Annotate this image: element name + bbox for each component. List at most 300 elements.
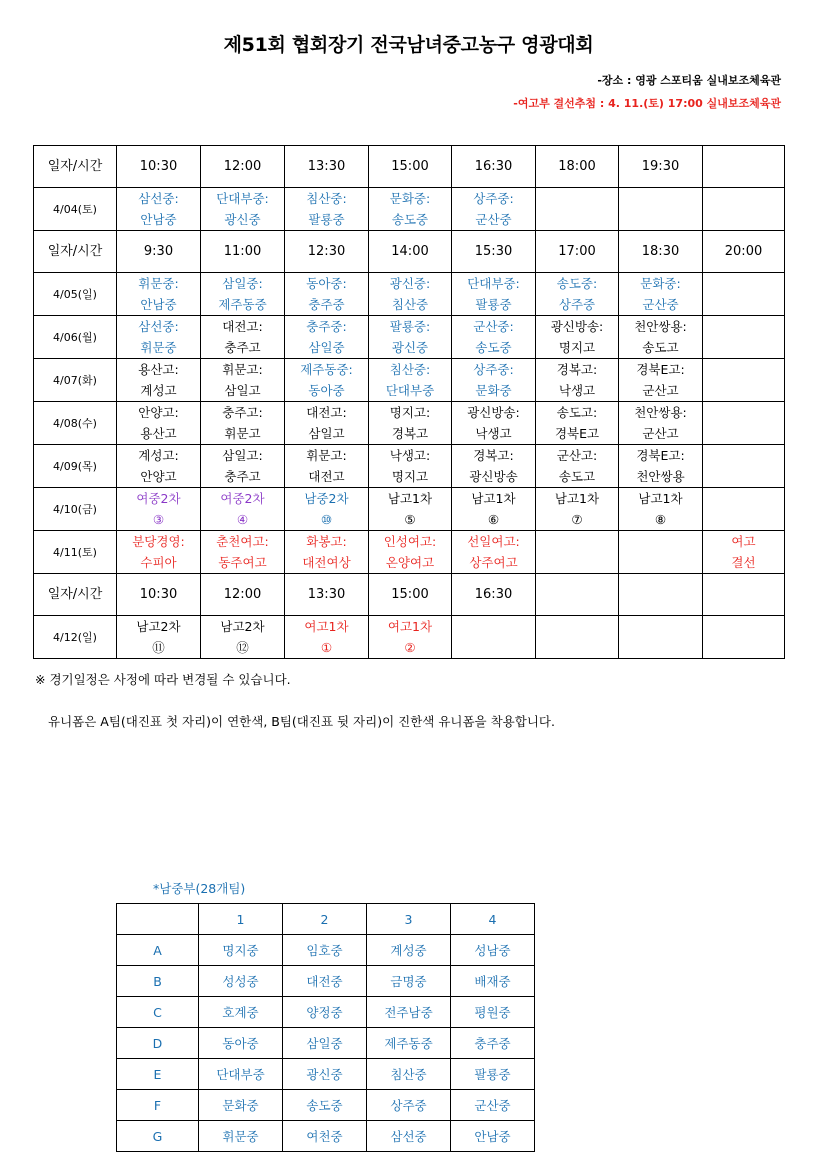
cell-line-2: 광신중: [224, 212, 261, 227]
cell-line-1: 남중2차: [304, 491, 349, 506]
cell-line-2: 문화중: [475, 383, 512, 398]
cell-line-2: 명지고: [558, 340, 596, 355]
cell-line-1: 13:30: [307, 587, 346, 602]
match-cell: [369, 445, 452, 488]
cell-line-1: 여중2차: [220, 491, 265, 506]
team-cell: 동아중: [199, 1028, 283, 1059]
cell-line-1: 19:30: [641, 159, 680, 174]
cell-line-1: 천안쌍용:: [634, 405, 687, 420]
cell-line-1: 천안쌍용:: [634, 319, 687, 334]
team-cell: 삼선중: [367, 1121, 451, 1152]
team-cell: 여천중: [283, 1121, 367, 1152]
cell-line-1: 남고1차: [471, 491, 516, 506]
match-cell: [536, 316, 619, 359]
match-cell: [703, 402, 785, 445]
team-cell: 임호중: [283, 935, 367, 966]
team-cell: 전주남중: [367, 997, 451, 1028]
match-cell: [703, 488, 785, 531]
match-cell: [703, 188, 785, 231]
cell-line-1: 17:00: [558, 244, 596, 259]
schedule-row: [34, 316, 785, 359]
team-cell: 제주동중: [367, 1028, 451, 1059]
team-cell: 침산중: [367, 1059, 451, 1090]
schedule-row: [34, 445, 785, 488]
cell-line-1: 삼선중:: [138, 191, 179, 206]
cell-line-2: 삼일고: [224, 383, 261, 398]
time-cell: [201, 574, 285, 616]
group-column-header: 1: [199, 904, 283, 935]
group-row: [117, 997, 535, 1028]
cell-line-1: 동아중:: [306, 276, 347, 291]
match-cell: [285, 445, 369, 488]
match-cell: [619, 188, 703, 231]
cell-line-1: 13:30: [307, 159, 346, 174]
cell-line-1: 12:00: [223, 587, 262, 602]
time-cell: [369, 574, 452, 616]
cell-line-2: 결선: [731, 555, 756, 570]
cell-line-1: 휘문중:: [138, 276, 179, 291]
match-cell: [117, 316, 201, 359]
group-row: [117, 1090, 535, 1121]
cell-line-1: 16:30: [474, 159, 513, 174]
team-cell: 성남중: [451, 935, 535, 966]
cell-line-2: 휘문중: [140, 340, 177, 355]
cell-line-2: 송도중: [475, 340, 512, 355]
date-cell: [34, 616, 117, 659]
match-cell: [117, 488, 201, 531]
date-time-header: [34, 231, 117, 273]
cell-line-2: 군산고: [642, 426, 679, 441]
cell-line-1: 10:30: [139, 587, 178, 602]
team-cell: 군산중: [451, 1090, 535, 1121]
cell-line-2: 명지고: [391, 469, 429, 484]
match-cell: [536, 402, 619, 445]
time-cell: [703, 146, 785, 188]
uniform-note: 유니폼은 A팀(대진표 첫 자리)이 연한색, B팀(대진표 뒷 자리)이 진한색 유니폼을 착용합니다.: [48, 714, 555, 729]
match-cell: [452, 445, 536, 488]
cell-line-1: 삼일중:: [222, 276, 263, 291]
date-cell: [34, 445, 117, 488]
cell-line-1: 광신방송:: [467, 405, 520, 420]
time-cell: [619, 146, 703, 188]
cell-line-1: 충주중:: [306, 319, 347, 334]
cell-line-1: 10:30: [139, 159, 178, 174]
cell-line-1: 문화중:: [389, 191, 431, 206]
match-cell: [369, 359, 452, 402]
cell-line-2: 온양여고: [385, 555, 435, 570]
match-cell: [369, 316, 452, 359]
team-cell: 금명중: [367, 966, 451, 997]
cell-line-2: 제주동중: [218, 297, 267, 312]
cell-line-2: 송도고: [642, 340, 679, 355]
cell-line-1: 문화중:: [640, 276, 681, 291]
cell-line-1: 분당경영:: [132, 534, 185, 549]
cell-line-1: 여고: [731, 534, 756, 549]
cell-line-2: 안남중: [140, 212, 177, 227]
cell-line-1: 15:30: [474, 244, 513, 259]
match-cell: [117, 402, 201, 445]
match-cell: [619, 488, 703, 531]
cell-line-2: ⑧: [654, 512, 667, 527]
team-cell: 평원중: [451, 997, 535, 1028]
match-cell: [452, 402, 536, 445]
header-row: [34, 574, 785, 616]
match-cell: [619, 316, 703, 359]
match-cell: [536, 359, 619, 402]
time-cell: [117, 574, 201, 616]
cell-line-1: 남고1차: [554, 491, 600, 506]
schedule-row: [34, 188, 785, 231]
match-cell: [619, 273, 703, 316]
cell-line-2: 광신중: [391, 340, 429, 355]
cell-line-2: 휘문고: [224, 426, 261, 441]
cell-line-1: 군산고:: [556, 448, 598, 463]
cell-line-1: 단대부중:: [467, 276, 520, 291]
cell-line-2: 단대부중: [385, 383, 435, 398]
cell-line-2: 충주중: [308, 297, 345, 312]
match-cell: [703, 445, 785, 488]
cell-line-1: 4/12(일): [53, 630, 97, 644]
cell-line-1: 제주동중:: [300, 362, 353, 377]
match-cell: [452, 616, 536, 659]
match-cell: [117, 188, 201, 231]
cell-line-2: 삼일고: [308, 426, 345, 441]
match-cell: [285, 273, 369, 316]
time-cell: [117, 231, 201, 273]
cell-line-2: ⑫: [236, 640, 249, 655]
team-cell: 삼일중: [283, 1028, 367, 1059]
page-title: 제51회 협회장기 전국남녀중고농구 영광대회: [223, 34, 594, 56]
cell-line-2: 동아중: [308, 383, 345, 398]
cell-line-1: 18:00: [558, 159, 596, 174]
time-cell: [536, 146, 619, 188]
team-cell: 명지중: [199, 935, 283, 966]
match-cell: [536, 273, 619, 316]
group-table: [116, 903, 535, 1152]
team-cell: 호계중: [199, 997, 283, 1028]
cell-line-1: 인성여고:: [383, 534, 437, 549]
match-cell: [285, 402, 369, 445]
match-cell: [703, 359, 785, 402]
match-cell: [452, 316, 536, 359]
draw-info: -여고부 결선추첨 : 4. 11.(토) 17:00 실내보조체육관: [513, 97, 781, 110]
schedule-row: [34, 402, 785, 445]
cell-line-1: 낙생고:: [389, 448, 431, 463]
cell-line-1: 침산중:: [306, 191, 347, 206]
cell-line-2: 군산중: [642, 297, 679, 312]
cell-line-2: 낙생고: [558, 383, 596, 398]
team-cell: 문화중: [199, 1090, 283, 1121]
cell-line-1: 송도고:: [556, 405, 598, 420]
cell-line-2: 상주여고: [469, 555, 518, 570]
match-cell: [703, 531, 785, 574]
cell-line-2: 송도고: [558, 469, 596, 484]
cell-line-2: 송도중: [391, 212, 429, 227]
cell-line-1: 상주중:: [473, 191, 514, 206]
header-row: [34, 146, 785, 188]
match-cell: [536, 188, 619, 231]
cell-line-2: 경복고: [391, 426, 429, 441]
schedule-row: [34, 531, 785, 574]
match-cell: [285, 616, 369, 659]
schedule-row: [34, 273, 785, 316]
schedule-change-note: ※ 경기일정은 사정에 따라 변경될 수 있습니다.: [35, 672, 291, 687]
date-cell: [34, 402, 117, 445]
match-cell: [703, 316, 785, 359]
group-column-header: 3: [367, 904, 451, 935]
group-row: [117, 935, 535, 966]
schedule-row: [34, 616, 785, 659]
cell-line-2: 충주고: [224, 469, 261, 484]
cell-line-1: 4/11(토): [53, 545, 97, 559]
time-cell: [619, 231, 703, 273]
match-cell: [536, 531, 619, 574]
cell-line-1: 휘문고:: [222, 362, 263, 377]
date-cell: [34, 531, 117, 574]
match-cell: [369, 402, 452, 445]
match-cell: [536, 616, 619, 659]
cell-line-2: ⑪: [152, 640, 165, 655]
time-cell: [536, 574, 619, 616]
group-label: A: [117, 935, 199, 966]
group-title: *남중부(28개팀): [153, 881, 246, 896]
group-column-header: [117, 904, 199, 935]
header-row: [34, 231, 785, 273]
cell-line-1: 삼일고:: [222, 448, 263, 463]
match-cell: [536, 488, 619, 531]
group-row: [117, 1059, 535, 1090]
cell-line-2: 계성고: [140, 383, 177, 398]
time-cell: [117, 146, 201, 188]
team-cell: 상주중: [367, 1090, 451, 1121]
cell-line-2: 충주고: [224, 340, 261, 355]
date-cell: [34, 188, 117, 231]
match-cell: [452, 488, 536, 531]
match-cell: [369, 273, 452, 316]
cell-line-1: 15:00: [391, 159, 429, 174]
group-label: G: [117, 1121, 199, 1152]
match-cell: [619, 402, 703, 445]
schedule-row: [34, 359, 785, 402]
cell-line-1: 4/06(월): [53, 330, 97, 344]
cell-line-1: 여중2차: [136, 491, 181, 506]
cell-line-2: 용산고: [140, 426, 177, 441]
group-label: D: [117, 1028, 199, 1059]
cell-line-1: 남고2차: [136, 619, 181, 634]
match-cell: [117, 616, 201, 659]
group-row: [117, 1028, 535, 1059]
time-cell: [369, 231, 452, 273]
date-time-header: [34, 146, 117, 188]
cell-line-2: ⑩: [320, 512, 333, 527]
match-cell: [117, 273, 201, 316]
cell-line-1: 9:30: [143, 244, 174, 259]
cell-line-2: ⑤: [404, 512, 416, 527]
cell-line-1: 화봉고:: [306, 534, 347, 549]
cell-line-1: 대전고:: [222, 319, 263, 334]
cell-line-2: 광신방송: [469, 469, 518, 484]
cell-line-1: 일자/시간: [47, 587, 103, 602]
match-cell: [201, 273, 285, 316]
cell-line-1: 경복고:: [473, 448, 514, 463]
match-cell: [285, 188, 369, 231]
match-cell: [619, 616, 703, 659]
cell-line-1: 계성고:: [138, 448, 179, 463]
group-header-row: [117, 904, 535, 935]
schedule-table: [33, 145, 785, 659]
cell-line-1: 16:30: [474, 587, 513, 602]
cell-line-1: 안양고:: [138, 405, 179, 420]
cell-line-1: 4/04(토): [53, 202, 97, 216]
match-cell: [369, 188, 452, 231]
time-cell: [201, 231, 285, 273]
match-cell: [201, 488, 285, 531]
cell-line-2: 팔룡중: [308, 212, 345, 227]
cell-line-2: 상주중: [558, 297, 596, 312]
cell-line-1: 송도중:: [556, 276, 598, 291]
cell-line-1: 침산중:: [389, 362, 431, 377]
match-cell: [452, 359, 536, 402]
team-cell: 단대부중: [199, 1059, 283, 1090]
cell-line-1: 대전고:: [306, 405, 347, 420]
cell-line-1: 4/09(목): [53, 459, 97, 473]
time-cell: [369, 146, 452, 188]
cell-line-1: 12:00: [223, 159, 262, 174]
cell-line-2: ④: [236, 512, 249, 527]
date-cell: [34, 273, 117, 316]
match-cell: [619, 531, 703, 574]
venue-info: -장소 : 영광 스포티움 실내보조체육관: [597, 74, 781, 87]
cell-line-1: 남고2차: [220, 619, 265, 634]
cell-line-1: 선일여고:: [467, 534, 520, 549]
cell-line-2: 낙생고: [475, 426, 512, 441]
cell-line-1: 단대부중:: [216, 191, 269, 206]
group-row: [117, 1121, 535, 1152]
match-cell: [285, 359, 369, 402]
group-row: [117, 966, 535, 997]
team-cell: 대전중: [283, 966, 367, 997]
match-cell: [452, 188, 536, 231]
team-cell: 광신중: [283, 1059, 367, 1090]
match-cell: [703, 273, 785, 316]
match-cell: [117, 359, 201, 402]
cell-line-1: 명지고:: [389, 405, 431, 420]
match-cell: [536, 445, 619, 488]
team-cell: 성성중: [199, 966, 283, 997]
cell-line-1: 용산고:: [138, 362, 179, 377]
match-cell: [201, 359, 285, 402]
match-cell: [285, 531, 369, 574]
cell-line-1: 팔룡중:: [389, 319, 431, 334]
match-cell: [703, 616, 785, 659]
cell-line-1: 휘문고:: [306, 448, 347, 463]
team-cell: 송도중: [283, 1090, 367, 1121]
match-cell: [369, 488, 452, 531]
cell-line-2: ②: [404, 640, 416, 655]
cell-line-1: 남고1차: [638, 491, 683, 506]
match-cell: [369, 531, 452, 574]
group-column-header: 2: [283, 904, 367, 935]
time-cell: [536, 231, 619, 273]
cell-line-1: 11:00: [223, 244, 262, 259]
team-cell: 계성중: [367, 935, 451, 966]
cell-line-2: 군산고: [642, 383, 679, 398]
group-label: C: [117, 997, 199, 1028]
date-cell: [34, 359, 117, 402]
match-cell: [201, 316, 285, 359]
cell-line-2: 천안쌍용: [636, 469, 685, 484]
cell-line-1: 20:00: [724, 244, 763, 259]
cell-line-2: 삼일중: [308, 340, 345, 355]
team-cell: 충주중: [451, 1028, 535, 1059]
time-cell: [452, 231, 536, 273]
cell-line-1: 4/07(화): [53, 373, 97, 387]
cell-line-1: 경북E고:: [636, 362, 685, 377]
team-cell: 안남중: [451, 1121, 535, 1152]
match-cell: [619, 359, 703, 402]
match-cell: [117, 531, 201, 574]
cell-line-1: 경복고:: [556, 362, 598, 377]
time-cell: [452, 146, 536, 188]
cell-line-2: 수피아: [140, 555, 177, 570]
match-cell: [117, 445, 201, 488]
cell-line-1: 남고1차: [387, 491, 433, 506]
match-cell: [201, 616, 285, 659]
team-cell: 양정중: [283, 997, 367, 1028]
cell-line-1: 경북E고:: [636, 448, 685, 463]
group-column-header: 4: [451, 904, 535, 935]
cell-line-1: 군산중:: [473, 319, 514, 334]
cell-line-2: 안양고: [140, 469, 177, 484]
cell-line-1: 춘천여고:: [216, 534, 269, 549]
match-cell: [369, 616, 452, 659]
match-cell: [285, 488, 369, 531]
time-cell: [619, 574, 703, 616]
match-cell: [201, 445, 285, 488]
cell-line-1: 일자/시간: [47, 159, 103, 174]
group-label: F: [117, 1090, 199, 1121]
match-cell: [619, 445, 703, 488]
cell-line-1: 광신중:: [389, 276, 431, 291]
cell-line-2: 대전고: [308, 469, 345, 484]
cell-line-2: 군산중: [475, 212, 512, 227]
cell-line-1: 4/10(금): [53, 502, 97, 516]
cell-line-1: 14:00: [391, 244, 429, 259]
time-cell: [703, 574, 785, 616]
match-cell: [201, 188, 285, 231]
cell-line-1: 충주고:: [222, 405, 263, 420]
cell-line-1: 15:00: [391, 587, 429, 602]
cell-line-2: 동주여고: [218, 555, 267, 570]
time-cell: [201, 146, 285, 188]
cell-line-2: 대전여상: [302, 555, 351, 570]
cell-line-1: 여고1차: [304, 619, 349, 634]
date-cell: [34, 488, 117, 531]
cell-line-2: ③: [152, 512, 165, 527]
cell-line-2: ⑥: [487, 512, 500, 527]
match-cell: [452, 273, 536, 316]
time-cell: [285, 146, 369, 188]
cell-line-1: 여고1차: [387, 619, 433, 634]
time-cell: [452, 574, 536, 616]
cell-line-1: 4/05(일): [53, 287, 97, 301]
date-time-header: [34, 574, 117, 616]
time-cell: [703, 231, 785, 273]
cell-line-1: 일자/시간: [47, 244, 103, 259]
cell-line-2: ⑦: [571, 512, 583, 527]
cell-line-2: ①: [320, 640, 333, 655]
schedule-row: [34, 488, 785, 531]
